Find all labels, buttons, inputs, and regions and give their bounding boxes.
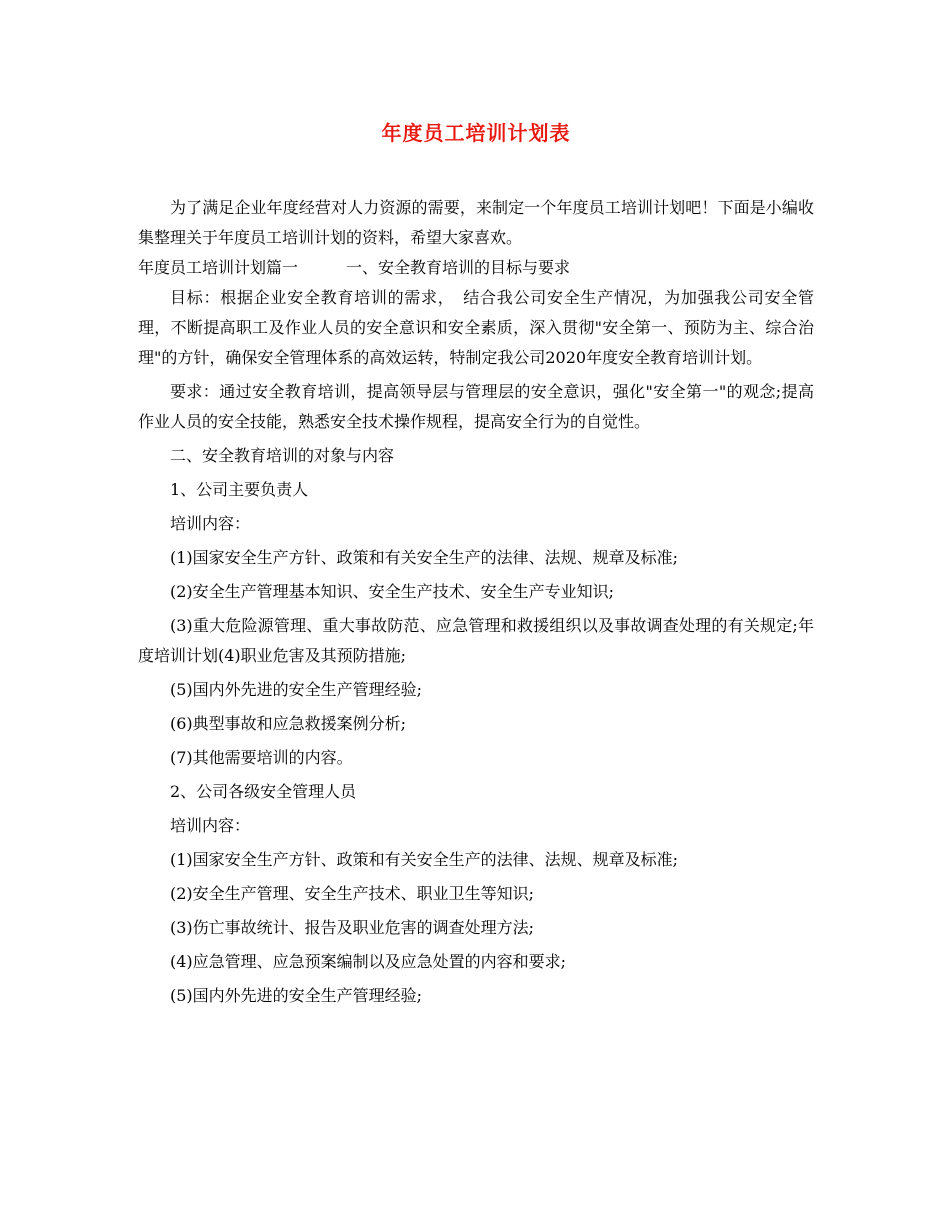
list-item: (5)国内外先进的安全生产管理经验; <box>170 986 423 1005</box>
list-item: (3)重大危险源管理、重大事故防范、应急管理和救援组织以及事故调查处理的有关规定;年度培训计划(4)职业危害及其预防措施; <box>138 616 814 665</box>
list-item: (7)其他需要培训的内容。 <box>170 748 353 767</box>
subsection-2-heading: 2、公司各级安全管理人员 <box>170 782 357 801</box>
requirement-paragraph: 要求：通过安全教育培训，提高领导层与管理层的安全意识，强化"安全第一"的观念;提高作业人员的安全技能，熟悉安全技术操作规程，提高安全行为的自觉性。 <box>138 382 814 431</box>
list-item: (5)国内外先进的安全生产管理经验; <box>170 680 423 699</box>
subsection-1-heading: 1、公司主要负责人 <box>170 480 309 499</box>
intro-paragraph: 为了满足企业年度经营对人力资源的需要，来制定一个年度员工培训计划吧！下面是小编收集整理关于年度员工培训计划的资料，希望大家喜欢。 <box>138 198 814 247</box>
list-item: (6)典型事故和应急救援案例分析; <box>170 714 407 733</box>
goal-paragraph: 目标：根据企业安全教育培训的需求， 结合我公司安全生产情况，为加强我公司安全管理，不断提高职工及作业人员的安全意识和安全素质，深入贯彻"安全第一、预防为主、综合治理"的方针，确保安全管理体系的高效运转，特制定我公司2020年度安全教育培训计划。 <box>138 288 814 367</box>
section-heading-2: 二、安全教育培训的对象与内容 <box>170 446 395 465</box>
list-item: (3)伤亡事故统计、报告及职业危害的调查处理方法; <box>170 918 535 937</box>
list-item: (1)国家安全生产方针、政策和有关安全生产的法律、法规、规章及标准; <box>170 850 679 869</box>
section-heading-1: 年度员工培训计划篇一 一、安全教育培训的目标与要求 <box>138 258 571 277</box>
subsection-1-label: 培训内容： <box>170 514 251 533</box>
list-item: (1)国家安全生产方针、政策和有关安全生产的法律、法规、规章及标准; <box>170 548 679 567</box>
list-item: (2)安全生产管理基本知识、安全生产技术、安全生产专业知识; <box>170 582 615 601</box>
document-title: 年度员工培训计划表 <box>381 121 571 145</box>
list-item: (4)应急管理、应急预案编制以及应急处置的内容和要求; <box>170 952 567 971</box>
document-body <box>138 193 814 1011</box>
list-item: (2)安全生产管理、安全生产技术、职业卫生等知识; <box>170 884 535 903</box>
subsection-2-label: 培训内容： <box>170 816 251 835</box>
